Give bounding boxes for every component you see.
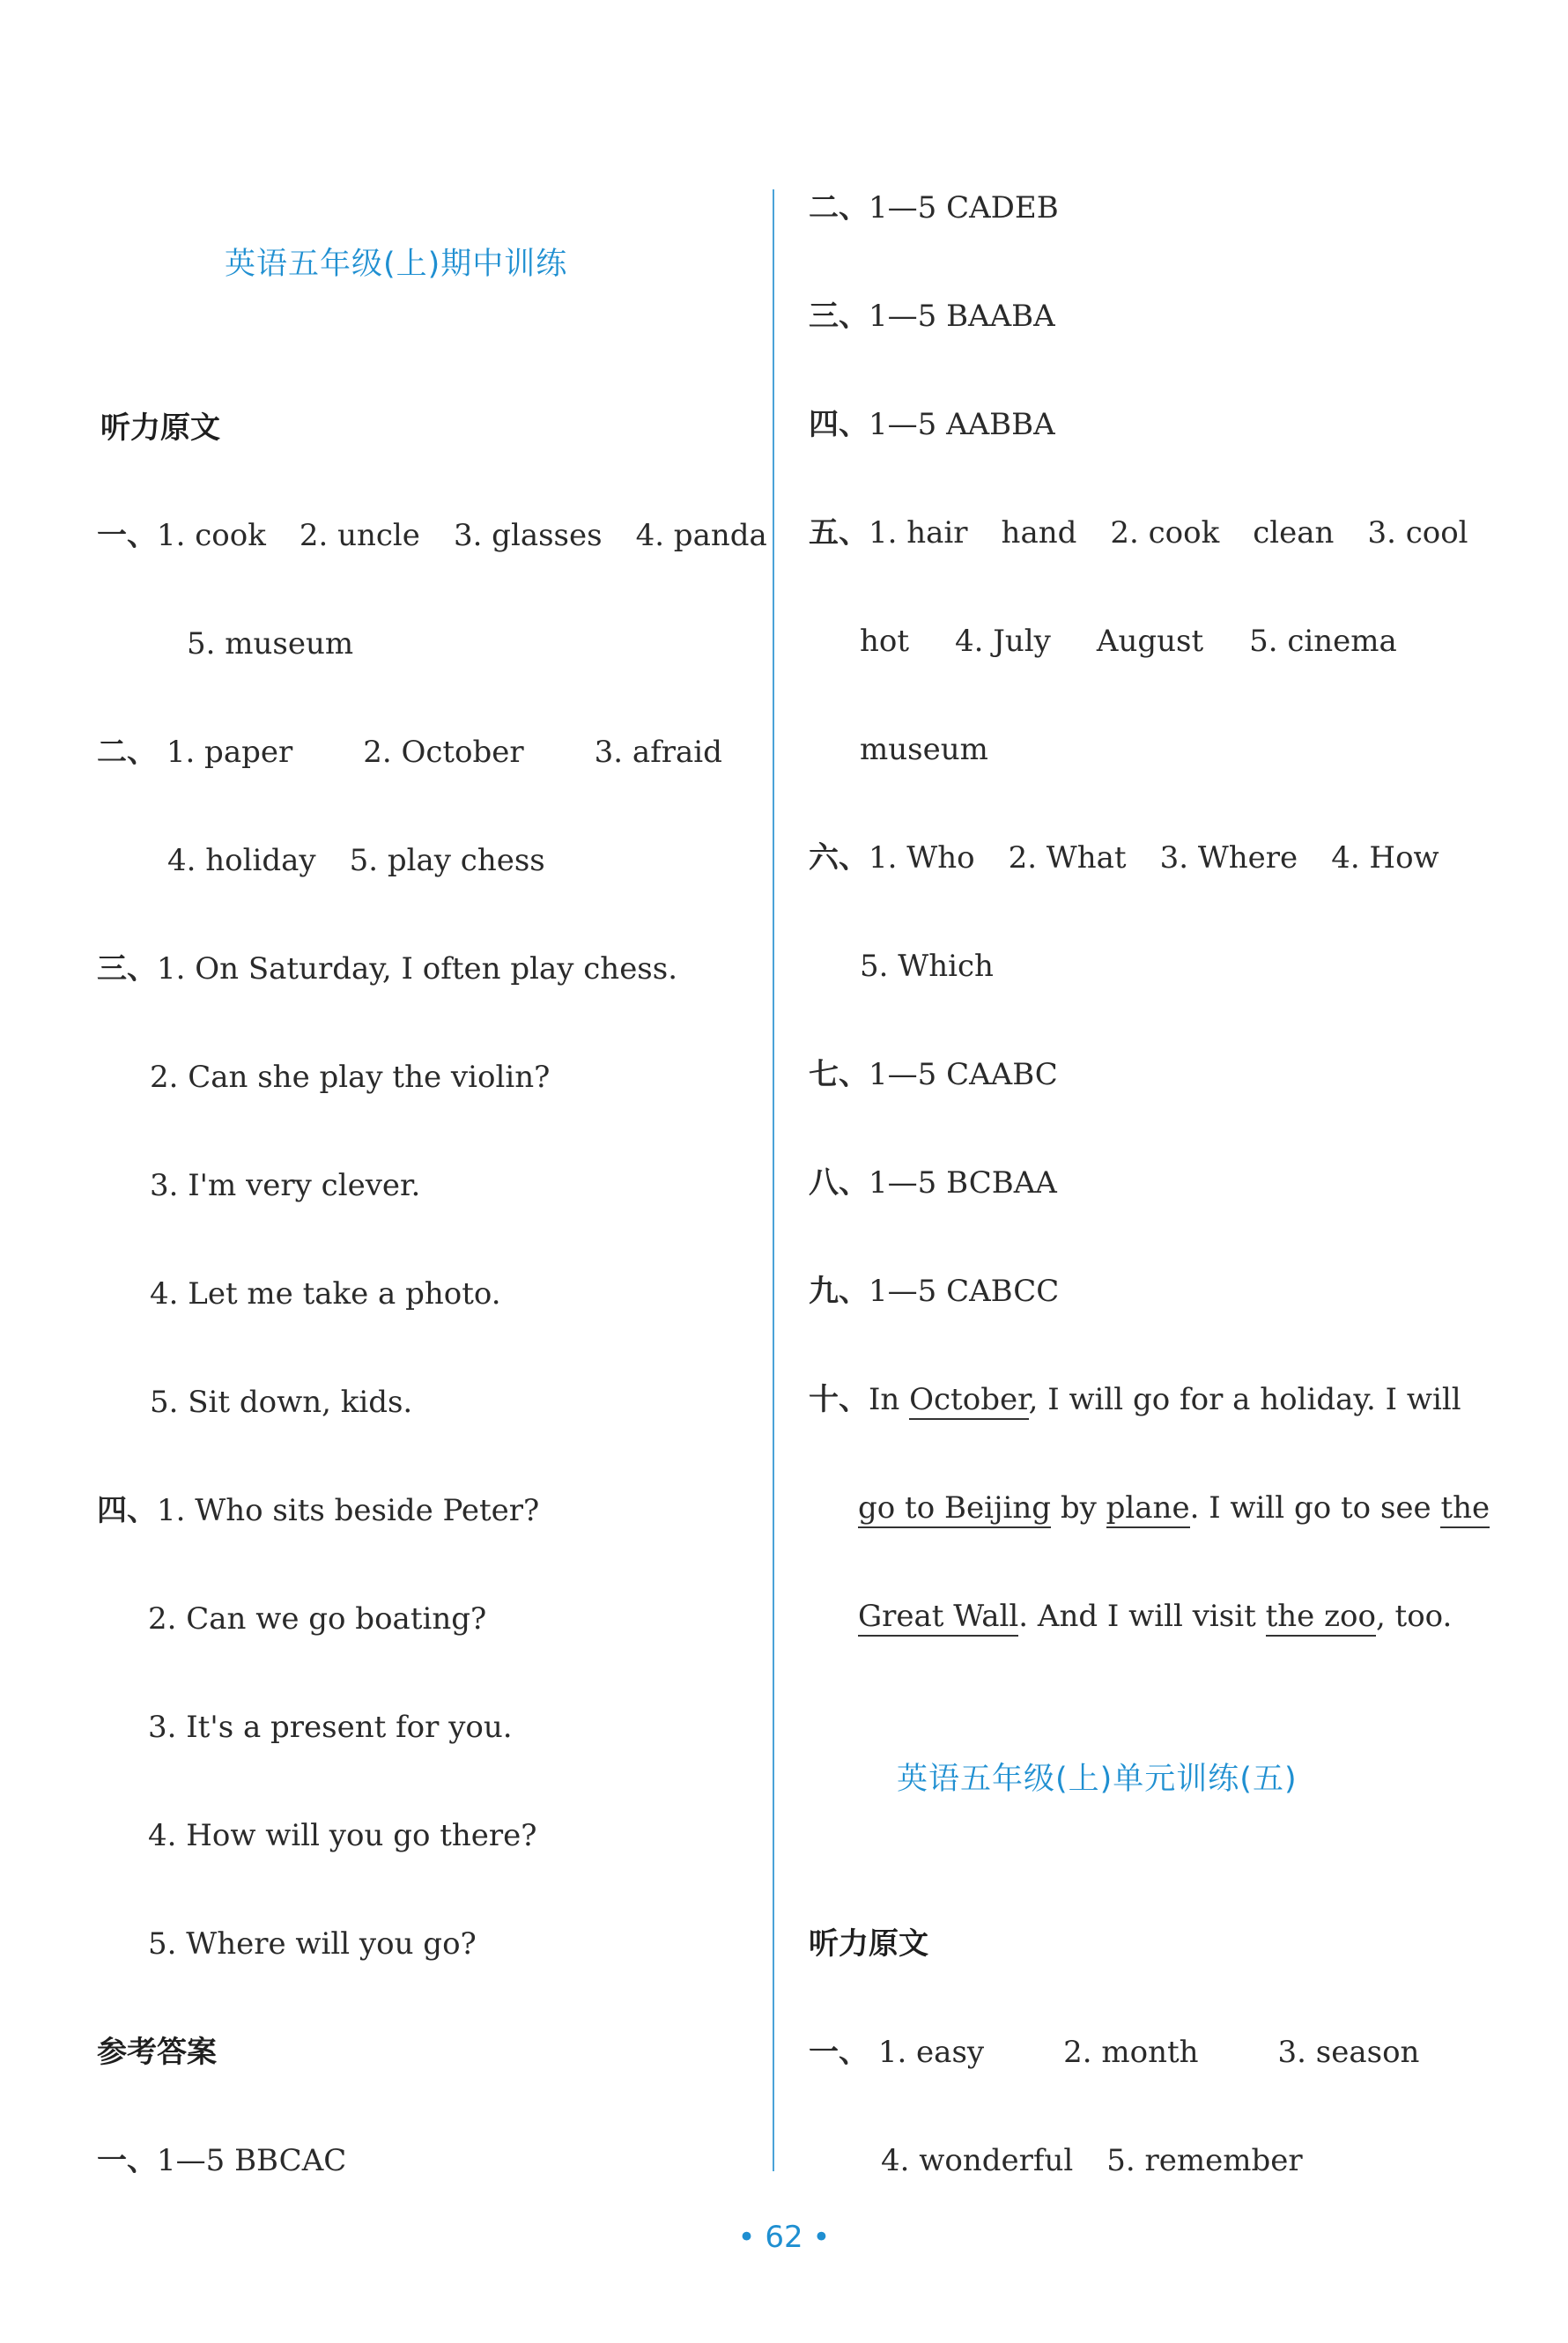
answer-part-5-cont [860,622,1397,661]
word-item: 2. October [363,735,524,770]
listening-part-1-cont [187,625,353,663]
word-item: 1. easy [877,2035,985,2070]
answer-part-5-cont-2 [860,730,988,769]
word-item: 1. cook [157,518,266,553]
underlined-answer: go to Beijing [858,1490,1051,1528]
part-marker: 十、 [809,1382,869,1417]
answer-part-10-line-3 [858,1597,1452,1636]
text-run: by [1051,1490,1106,1526]
unit5-listening-part-1 [809,2033,1419,2072]
underlined-answer: the zoo [1266,1599,1376,1637]
answer-part-5 [809,514,1468,552]
column-divider [773,189,774,2171]
listening-part-3-line-2: 2. Can she play the violin? [150,1060,551,1095]
word-item: museum [860,732,988,767]
listening-heading-unit5: 听力原文 [809,1926,928,1962]
word-item: 4. panda [635,518,767,553]
text-run: , I will go for a holiday. I will [1028,1382,1461,1417]
word-item: 2. What [1008,840,1127,876]
answer-part-10-line-2 [858,1489,1490,1527]
word-item: 5. Which [860,949,994,984]
sentence: 1. On Saturday, I often play chess. [157,951,678,987]
answer-part-8 [809,1164,1057,1202]
part-marker: 二、 [97,735,157,770]
part-marker: 一、 [97,518,157,553]
answer-part-6-cont [860,947,994,986]
word-item: 5. cinema [1249,624,1397,659]
listening-part-2 [97,733,722,772]
answer-part-9 [809,1272,1059,1311]
listening-part-1 [97,516,767,555]
answer-text: 1—5 CABCC [869,1274,1060,1309]
part-marker: 九、 [809,1274,869,1309]
word-item: 3. season [1277,2035,1420,2070]
word-item: 3. cool [1367,515,1468,551]
part-marker: 一、 [809,2035,869,2070]
unit5-listening-part-1-cont [881,2141,1303,2180]
listening-part-3-line-1 [97,950,677,988]
listening-part-3-line-3: 3. I'm very clever. [150,1168,421,1203]
answers-heading: 参考答案 [97,2035,217,2070]
section-title-midterm: 英语五年级(上)期中训练 [225,247,568,282]
listening-part-4-line-5: 5. Where will you go? [148,1926,477,1962]
answer-part-1 [97,2141,346,2180]
listening-part-4-line-1 [97,1491,539,1530]
text-run: , too. [1375,1599,1453,1634]
listening-part-4-line-2: 2. Can we go boating? [148,1601,487,1637]
part-marker: 四、 [809,407,869,442]
part-marker: 二、 [809,190,869,225]
part-marker: 七、 [809,1057,869,1092]
answer-text: 1—5 AABBA [869,407,1055,442]
underlined-answer: October [909,1382,1028,1420]
listening-part-4-line-3: 3. It's a present for you. [148,1710,513,1745]
word-item: 5. museum [187,626,354,662]
part-marker: 一、 [97,2143,157,2178]
word-item: hot [860,624,910,659]
word-item: 1. Who [869,840,975,876]
listening-part-3-line-4: 4. Let me take a photo. [150,1276,501,1312]
word-item: 2. month [1063,2035,1199,2070]
listening-part-2-cont [167,841,545,880]
word-item: 1. hair [869,515,968,551]
text-run: In [869,1382,910,1417]
word-item: 1. paper [166,735,293,770]
sentence: 1. Who sits beside Peter? [157,1493,540,1528]
part-marker: 六、 [809,840,869,876]
answer-part-4 [809,405,1055,444]
text-run: . I will go to see [1189,1490,1441,1526]
answer-part-7 [809,1055,1058,1094]
answer-text: 1—5 BBCAC [157,2143,347,2178]
answer-text: 1—5 BCBAA [869,1165,1057,1201]
answer-part-6 [809,839,1439,877]
word-item: 5. play chess [349,843,545,878]
word-item: August [1096,624,1204,659]
page-number: • 62 • [737,2220,831,2255]
word-item: clean [1253,515,1335,551]
word-item: hand [1001,515,1077,551]
word-item: 4. How [1331,840,1439,876]
word-item: 3. Where [1159,840,1298,876]
part-marker: 三、 [97,951,157,987]
answer-text: 1—5 CADEB [869,190,1059,225]
word-item: 4. wonderful [881,2143,1074,2178]
listening-part-3-line-5: 5. Sit down, kids. [150,1385,413,1420]
underlined-answer: Great Wall [858,1599,1018,1637]
answer-part-2 [809,188,1059,227]
part-marker: 三、 [809,299,869,334]
section-title-unit5: 英语五年级(上)单元训练(五) [897,1762,1298,1797]
word-item: 3. afraid [594,735,722,770]
word-item: 4. holiday [167,843,316,878]
word-item: 5. remember [1106,2143,1303,2178]
text-run: . And I will visit [1018,1599,1266,1634]
underlined-answer: plane [1106,1490,1190,1528]
word-item: 2. cook [1110,515,1220,551]
word-item: 4. July [955,624,1051,659]
answer-part-3 [809,297,1055,336]
answer-part-10-line-1 [809,1380,1461,1419]
part-marker: 八、 [809,1165,869,1201]
part-marker: 五、 [809,515,869,551]
answer-text: 1—5 BAABA [869,299,1055,334]
listening-heading: 听力原文 [100,410,220,446]
word-item: 2. uncle [299,518,420,553]
part-marker: 四、 [97,1493,157,1528]
listening-part-4-line-4: 4. How will you go there? [148,1818,537,1853]
underlined-answer: the [1440,1490,1490,1528]
word-item: 3. glasses [453,518,603,553]
answer-text: 1—5 CAABC [869,1057,1058,1092]
